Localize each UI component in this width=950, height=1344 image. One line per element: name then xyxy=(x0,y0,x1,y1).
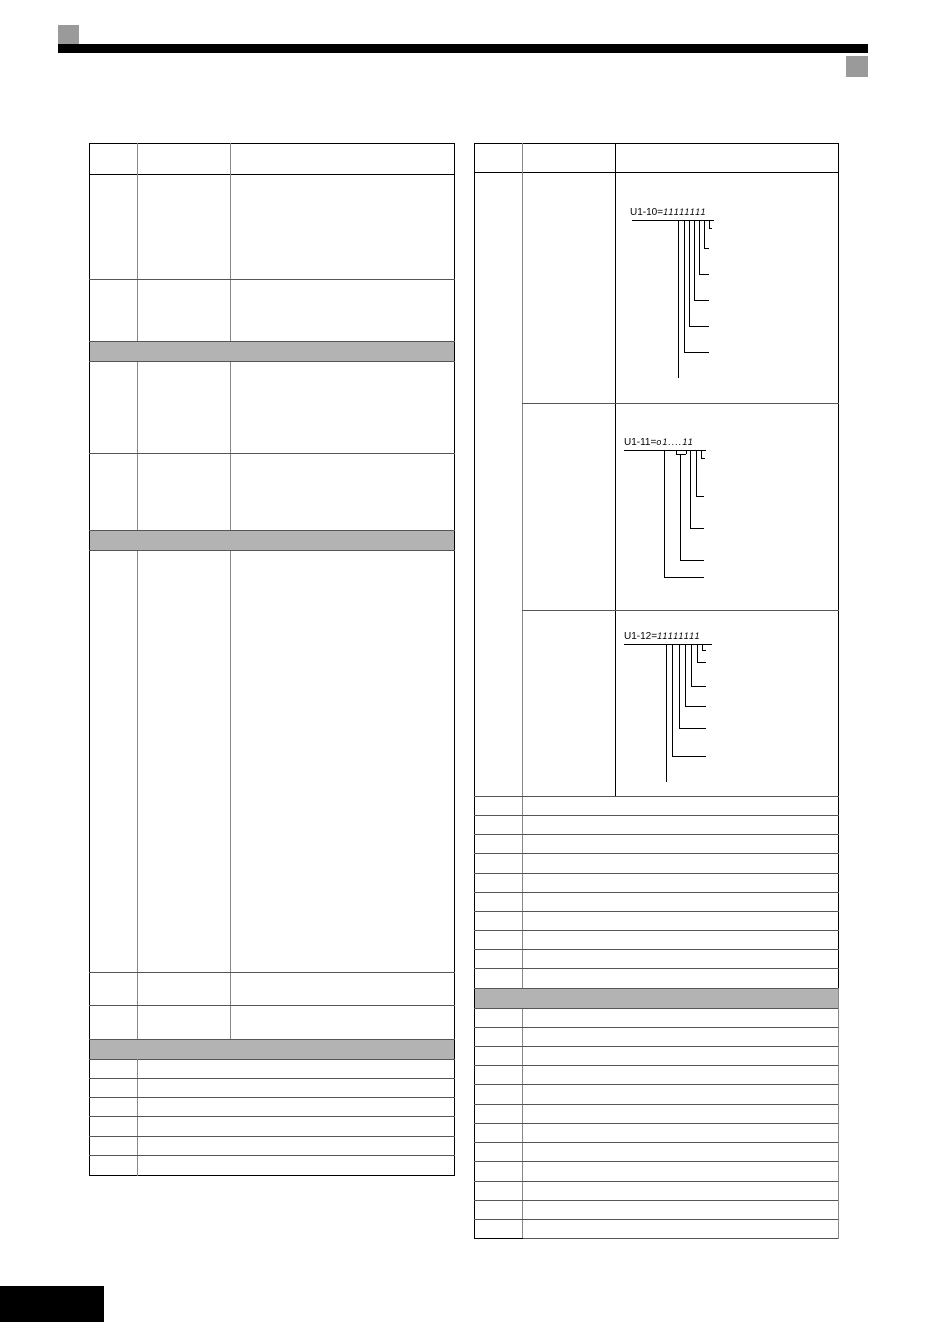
diagram-label xyxy=(624,437,694,448)
page-number-tab xyxy=(0,1286,104,1322)
right-row-sep xyxy=(474,1219,839,1220)
left-header-col3 xyxy=(233,149,451,169)
left-row-sep xyxy=(89,530,455,531)
right-row-sep xyxy=(474,949,839,950)
left-col-divider-2 xyxy=(230,143,231,1039)
right-row-sep xyxy=(474,1046,839,1047)
band-label xyxy=(90,534,94,546)
section-tab-marker xyxy=(846,56,868,77)
table-border-right-lower xyxy=(838,988,839,1239)
left-row-sep xyxy=(89,1116,455,1117)
right-row-sep xyxy=(474,1123,839,1124)
right-header-rule xyxy=(474,172,839,173)
left-row-sep xyxy=(89,1039,455,1040)
left-row-sep xyxy=(89,361,455,362)
right-row-sep xyxy=(474,1181,839,1182)
right-row-sep xyxy=(474,1008,839,1009)
left-row-sep xyxy=(89,279,455,280)
table-border-left xyxy=(474,143,475,1238)
right-header-col2 xyxy=(524,149,612,169)
right-row-sep xyxy=(474,892,839,893)
table-border-right xyxy=(454,143,455,1176)
table-border-top xyxy=(474,143,839,144)
right-col-divider-2 xyxy=(615,143,616,796)
left-header-rule xyxy=(89,174,455,175)
right-row-sep xyxy=(474,1200,839,1201)
left-section-band-2 xyxy=(90,530,454,550)
left-section-band-1 xyxy=(90,341,454,361)
bit-diagram-u1-10 xyxy=(626,207,736,382)
table-border-top xyxy=(89,143,455,144)
right-row-sep xyxy=(474,796,839,797)
table-border-right xyxy=(838,143,839,988)
diagram-bits: 11111111 xyxy=(663,207,707,217)
right-col-divider-1 xyxy=(522,143,523,1238)
diagram-label xyxy=(630,207,706,218)
header-rule xyxy=(58,44,868,53)
left-col-divider-1 xyxy=(137,143,138,1039)
right-row-sep xyxy=(474,1065,839,1066)
bit-diagram-u1-12 xyxy=(624,631,734,786)
right-row-sep xyxy=(474,834,839,835)
right-row-sep xyxy=(522,610,839,611)
right-row-sep xyxy=(523,1238,839,1239)
diagram-label-text: U1-10= xyxy=(630,207,664,218)
band-label xyxy=(90,1043,94,1055)
table-border-bottom xyxy=(474,1238,523,1239)
diagram-bits: o1....11 xyxy=(656,437,694,447)
right-table xyxy=(474,143,839,1239)
right-header-col1 xyxy=(476,149,520,169)
diagram-bits: 11111111 xyxy=(657,631,701,641)
right-row-sep xyxy=(474,911,839,912)
right-row-sep xyxy=(474,853,839,854)
right-row-sep xyxy=(474,968,839,969)
left-row-sep xyxy=(89,1155,455,1156)
right-row-sep xyxy=(474,930,839,931)
left-row-sep xyxy=(89,1136,455,1137)
right-row-sep xyxy=(474,988,839,989)
bit-diagram-u1-11 xyxy=(624,437,734,587)
right-row-sep xyxy=(474,1161,839,1162)
left-row-sep xyxy=(89,341,455,342)
left-row-sep xyxy=(89,1078,455,1079)
left-row-sep xyxy=(89,1059,455,1060)
left-table xyxy=(89,143,455,1176)
header-marker-square xyxy=(58,25,79,46)
left-row-sep xyxy=(89,1097,455,1098)
left-row-sep xyxy=(89,453,455,454)
band-label xyxy=(475,992,479,1004)
left-row-sep xyxy=(89,972,455,973)
diagram-label-text: U1-11= xyxy=(624,437,657,448)
diagram-label xyxy=(624,631,700,642)
diagram-label-text: U1-12= xyxy=(624,631,658,642)
right-row-sep xyxy=(474,815,839,816)
right-section-band-1 xyxy=(475,988,839,1008)
left-row-sep xyxy=(89,1005,455,1006)
right-header-col3 xyxy=(618,149,834,169)
right-row-sep xyxy=(522,403,839,404)
right-row-sep xyxy=(474,1104,839,1105)
table-border-left xyxy=(89,143,90,1176)
right-row-sep xyxy=(474,1142,839,1143)
table-border-bottom xyxy=(89,1175,455,1176)
right-row-sep xyxy=(474,873,839,874)
band-label xyxy=(90,345,94,357)
left-row-sep xyxy=(89,550,455,551)
left-col-divider-lower xyxy=(137,1059,138,1176)
left-header-col1 xyxy=(91,149,135,169)
right-row-sep xyxy=(474,1027,839,1028)
left-header-col2 xyxy=(139,149,227,169)
left-section-band-3 xyxy=(90,1039,454,1059)
right-row-sep xyxy=(474,1084,839,1085)
